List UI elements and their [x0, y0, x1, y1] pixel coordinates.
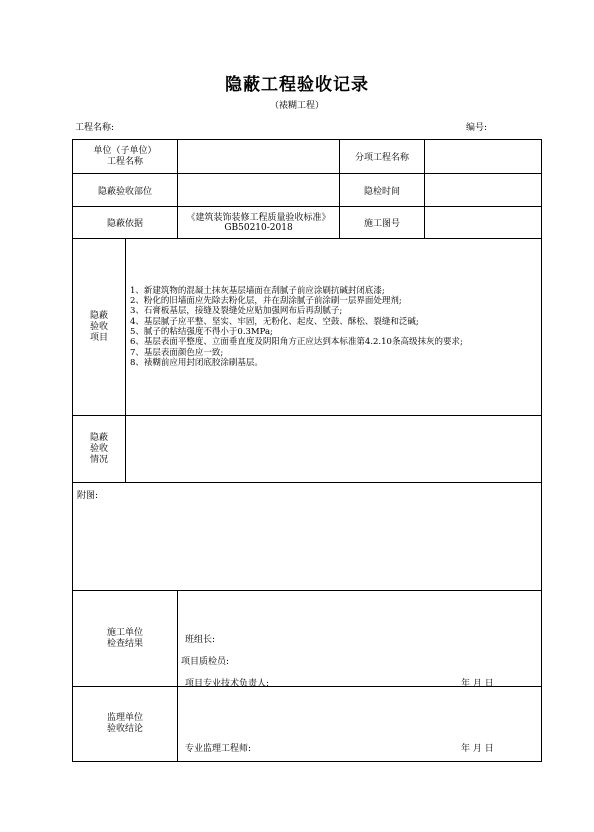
hidden-status-label: 隐蔽 验收 情况 — [73, 416, 126, 483]
inspection-part-value[interactable] — [178, 174, 340, 207]
hidden-items-list — [126, 239, 542, 416]
page-title: 隐蔽工程验收记录 — [225, 75, 369, 95]
construction-check-label: 施工单位 检查结果 — [73, 591, 178, 687]
list-item: 1、新建筑物的混凝土抹灰基层墙面在刮腻子前应涂刷抗碱封闭底漆; — [130, 285, 385, 296]
list-item: 4、基层腻子应平整、坚实、牢固，无粉化、起皮、空鼓、酥松、裂缝和泛碱; — [130, 316, 419, 327]
inspection-time-value[interactable] — [425, 174, 542, 207]
page-subtitle: （裱糊工程） — [269, 101, 324, 111]
subproject-name-value[interactable] — [425, 140, 542, 174]
drawing-no-value[interactable] — [425, 207, 542, 239]
tech-lead-label: 项目专业技术负责人: — [185, 679, 270, 689]
quality-inspector-label: 项目质检员: — [181, 657, 230, 667]
hidden-status-value[interactable] — [126, 416, 542, 483]
list-item: 2、粉化的旧墙面应先除去粉化层，并在刮涂腻子前涂刷一层界面处理剂; — [130, 296, 402, 307]
team-leader-label: 班组长: — [185, 635, 216, 645]
number-label: 编号: — [466, 123, 488, 133]
project-name-label: 工程名称: — [75, 123, 115, 133]
supervision-signatures — [178, 687, 542, 762]
list-item: 8、裱糊前应用封闭底胶涂刷基层。 — [130, 357, 263, 368]
supervision-date: 年 月 日 — [461, 744, 494, 754]
basis-label: 隐蔽依据 — [73, 207, 178, 239]
list-item: 3、石膏板基层，接缝及裂缝处应贴加强网布后再刮腻子; — [130, 306, 343, 317]
hidden-items-label: 隐蔽 验收 项目 — [73, 239, 126, 416]
list-item: 7、基层表面颜色应一致; — [130, 347, 224, 358]
unit-name-label: 单位（子单位） 工程名称 — [73, 140, 178, 174]
construction-check-signatures — [178, 591, 542, 687]
construction-date: 年 月 日 — [461, 679, 494, 689]
supervision-label: 监理单位 验收结论 — [73, 687, 178, 762]
attachment-label: 附图: — [77, 491, 99, 501]
drawing-no-label: 施工图号 — [340, 207, 425, 239]
unit-name-value[interactable] — [178, 140, 340, 174]
supervision-engineer-label: 专业监理工程师: — [185, 744, 252, 754]
list-item: 6、基层表面平整度、立面垂直度及阴阳角方正应达到本标准第4.2.10条高级抹灰的要求; — [130, 337, 463, 348]
inspection-record-form — [72, 139, 542, 762]
list-item: 5、腻子的粘结强度不得小于0.3MPa; — [130, 327, 273, 337]
basis-value: 《建筑装饰装修工程质量验收标准》 GB50210-2018 — [178, 207, 340, 239]
inspection-part-label: 隐蔽验收部位 — [73, 174, 178, 207]
inspection-time-label: 隐检时间 — [340, 174, 425, 207]
subproject-name-label: 分项工程名称 — [340, 140, 425, 174]
attachment-area[interactable] — [73, 483, 542, 591]
